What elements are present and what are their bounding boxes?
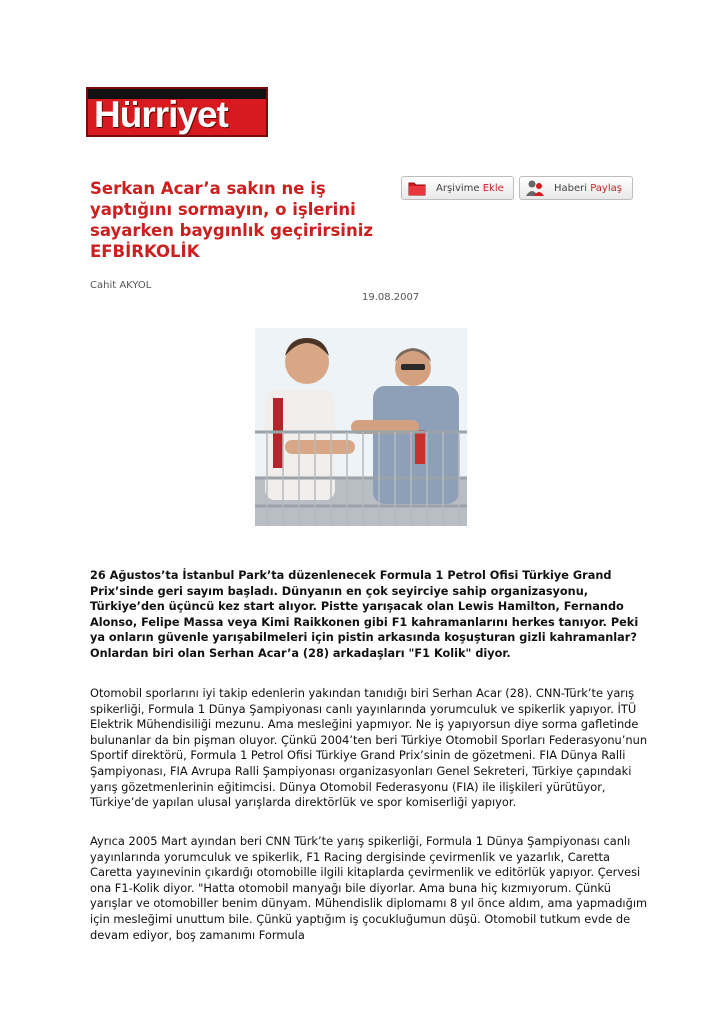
article-lead: 26 Ağustos’ta İstanbul Park’ta düzenlenecek Formula 1 Petrol Ofisi Türkiye Grand Prix’sinde geri sayım başladı. Dünyanın en çok seyirciye sahip organizasyonu, Türkiye’den üçüncü kez start alıyor. Pistte yarışacak olan Lewis Hamilton, Fernando Alonso, Felipe Massa veya Kimi Raikkonen gibi F1 kahramanlarını herkes tanıyor. Peki ya onların güvenle yarışabilmeleri için pistin arkasında koşuşturan gizli kahramanlar? Onlardan biri olan Serhan Acar’a (28) arkadaşları "F1 Kolik" diyor.	[90, 569, 639, 660]
share-news-label: Haberi Paylaş	[554, 182, 622, 194]
article-paragraph: Ayrıca 2005 Mart ayından beri CNN Türk’te yarış spikerliği, Formula 1 Dünya Şampiyonası canlı yayınlarında yorumculuk ve spikerlik, F1 Racing dergisinde çevirmenlik ve yazarlık, Caretta Caretta yayınevinin çıkardığı otomobille ilgili kitaplarda çevirmenlik ve editörlük yapıyor. Çervesi ona F1-Kolik diyor. "Hatta otomobil manyağı bile diyorlar. Ama buna hiç kızmıyorum. Çünkü yarışlar ve otomobiller benim dünyam. Mühendislik diplomamı 8 yıl önce aldım, ama yapmadığım için mesleğimi unuttum bile. Çünkü yaptığım iş çocukluğumun düşü. Otomobil tutkum evde de devam ediyor, boş zamanımı Formula	[90, 834, 648, 942]
people-icon	[520, 177, 550, 199]
hurriyet-logo[interactable]	[86, 87, 268, 137]
article-paragraph: Otomobil sporlarını iyi takip edenlerin yakından tanıdığı biri Serhan Acar (28). CNN-Türk’te yarış spikerliği, Formula 1 Dünya Şampiyonası canlı yayınlarında yorumculuk ve spikerlik yapıyor. İTÜ Elektrik Mühendisiliği mezunu. Ama mesleğini yapmıyor. Ne iş yapıyorsun diye sorma gafletinde bulunanlar da bin pişman oluyor. Çünkü 2004’ten beri Türkiye Otomobil Sporları Federasyonu’nun Sportif direktörü, Formula 1 Petrol Ofisi Türkiye Grand Prix’sinin de gözetmeni. FIA Dünya Ralli Şampiyonası, FIA Avrupa Ralli Şampiyonası organizasyonları Genel Sekreteri, Türkiye çapındaki yarış gözetmenlerinin eğitimcisi. Dünya Otomobil Federasyonu (FIA) ile ilişkileri yürütüyor, Türkiye’de yapılan ulusal yarışlarda direktörlük ve spor komiserliği yapıyor.	[90, 686, 648, 810]
article-date: 19.08.2007	[362, 292, 420, 303]
share-news-button[interactable]	[519, 176, 633, 200]
article-photo	[255, 328, 467, 526]
logo-text: Hürriyet	[94, 94, 228, 135]
article-author: Cahit AKYOL	[90, 280, 152, 291]
folder-icon	[402, 177, 432, 199]
add-to-archive-button[interactable]	[401, 176, 514, 200]
article-headline: Serkan Acar’a sakın ne iş yaptığını sormayın, o işlerini sayarken baygınlık geçirirsiniz EFBİRKOLİK	[90, 179, 373, 261]
add-to-archive-label: Arşivime Ekle	[436, 182, 504, 194]
